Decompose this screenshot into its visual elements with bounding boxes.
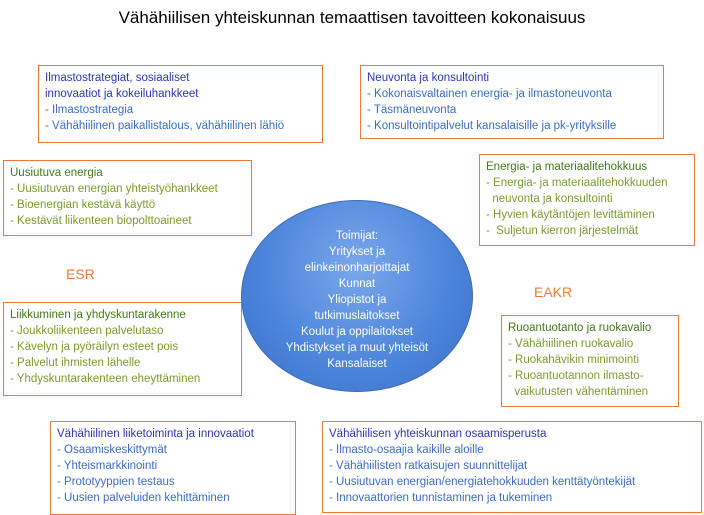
box-efficiency-item-2: neuvonta ja konsultointi xyxy=(486,193,613,205)
actors-line-4: Yliopistot ja xyxy=(327,294,387,306)
box-competence-item-3: - Uusiutuvan energian/energiatehokkuuden kenttätyöntekijät xyxy=(329,476,636,488)
box-renewable-item-2: - Bioenergian kestävä käyttö xyxy=(10,199,156,211)
box-efficiency-head: Energia- ja materiaalitehokkuus xyxy=(486,161,648,173)
actors-text xyxy=(241,228,473,372)
box-mobility-item-3: - Palvelut ihmisten lähelle xyxy=(10,357,141,369)
box-advice-head: Neuvonta ja konsultointi xyxy=(367,72,490,84)
box-food-item-3: - Ruoantuotannon ilmasto- xyxy=(508,370,644,382)
box-renewable-head: Uusiutuva energia xyxy=(10,167,103,179)
box-food-item-1: - Vähähiilinen ruokavalio xyxy=(508,338,634,350)
box-business-head: Vähähiilinen liiketoiminta ja innovaatiot xyxy=(57,428,254,440)
actors-line-3: Kunnat xyxy=(338,278,376,290)
label-esr: ESR xyxy=(66,266,95,282)
box-renewable-energy xyxy=(3,160,252,236)
box-business-item-3: - Prototyyppien testaus xyxy=(57,476,175,488)
box-competence-head: Vähähiilisen yhteiskunnan osaamisperusta xyxy=(329,428,547,440)
box-efficiency-item-1: - Energia- ja materiaalitehokkuuden xyxy=(486,177,668,189)
actors-line-2: elinkeinonharjoittajat xyxy=(304,262,410,274)
actors-line-7: Yhdistykset ja muut yhteisöt xyxy=(285,342,429,354)
box-efficiency-item-3: - Hyvien käytäntöjen levittäminen xyxy=(486,209,655,221)
box-climate-head-2: innovaatiot ja kokeiluhankkeet xyxy=(45,88,199,100)
diagram-title: Vähähiilisen yhteiskunnan temaattisen tavoitteen kokonaisuus xyxy=(118,8,586,27)
box-climate-item-2: - Vähähiilinen paikallistalous, vähähiilinen lähiö xyxy=(45,120,285,132)
box-competence-item-1: - Ilmasto-osaajia kaikille aloille xyxy=(329,444,484,456)
label-eakr: EAKR xyxy=(534,284,573,300)
box-climate-head-1: Ilmastostrategiat, sosiaaliset xyxy=(45,72,190,84)
box-efficiency-item-4: - Suljetun kierron järjestelmät xyxy=(486,225,639,237)
actors-line-6: Koulut ja oppilaitokset xyxy=(301,326,413,338)
box-renewable-item-3: - Kestävät liikenteen biopolttoaineet xyxy=(10,215,192,227)
box-business-item-1: - Osaamiskeskittymät xyxy=(57,444,167,456)
box-advice-item-3: - Konsultointipalvelut kansalaisille ja pk-yrityksille xyxy=(367,120,617,132)
box-mobility-item-4: - Yhdyskuntarakenteen eheyttäminen xyxy=(10,373,201,385)
actors-line-8: Kansalaiset xyxy=(327,358,387,370)
box-food-production-diet xyxy=(501,315,679,407)
box-advice-item-2: - Täsmäneuvonta xyxy=(367,104,457,116)
actors-line-5: tutkimuslaitokset xyxy=(314,310,400,322)
box-competence-base xyxy=(322,421,702,513)
box-mobility-item-2: - Kävelyn ja pyöräilyn esteet pois xyxy=(10,341,179,353)
box-food-head: Ruoantuotanto ja ruokavalio xyxy=(508,322,652,334)
box-low-carbon-business xyxy=(50,421,296,515)
box-business-item-4: - Uusien palveluiden kehittäminen xyxy=(57,492,230,504)
box-mobility-head: Liikkuminen ja yhdyskuntarakenne xyxy=(10,309,186,321)
box-food-item-2: - Ruokahävikin minimointi xyxy=(508,354,640,366)
box-renewable-item-1: - Uusiutuvan energian yhteistyöhankkeet xyxy=(10,183,218,195)
actors-line-1: Yritykset ja xyxy=(328,246,386,258)
box-advice-consulting xyxy=(360,65,664,139)
box-mobility-urban-structure xyxy=(3,302,242,396)
box-competence-item-4: - Innovaattorien tunnistaminen ja tukeminen xyxy=(329,492,553,504)
box-business-item-2: - Yhteismarkkinointi xyxy=(57,460,158,472)
box-climate-item-1: - Ilmastostrategia xyxy=(45,104,134,116)
box-competence-item-2: - Vähähiilisten ratkaisujen suunnittelijat xyxy=(329,460,528,472)
box-mobility-item-1: - Joukkoliikenteen palvelutaso xyxy=(10,325,164,337)
actors-head: Toimijat: xyxy=(335,230,379,242)
box-energy-material-efficiency xyxy=(479,154,695,246)
box-food-item-4: vaikutusten vähentäminen xyxy=(508,386,649,398)
box-advice-item-1: - Kokonaisvaltainen energia- ja ilmastoneuvonta xyxy=(367,88,612,100)
box-climate-strategies xyxy=(38,65,323,143)
